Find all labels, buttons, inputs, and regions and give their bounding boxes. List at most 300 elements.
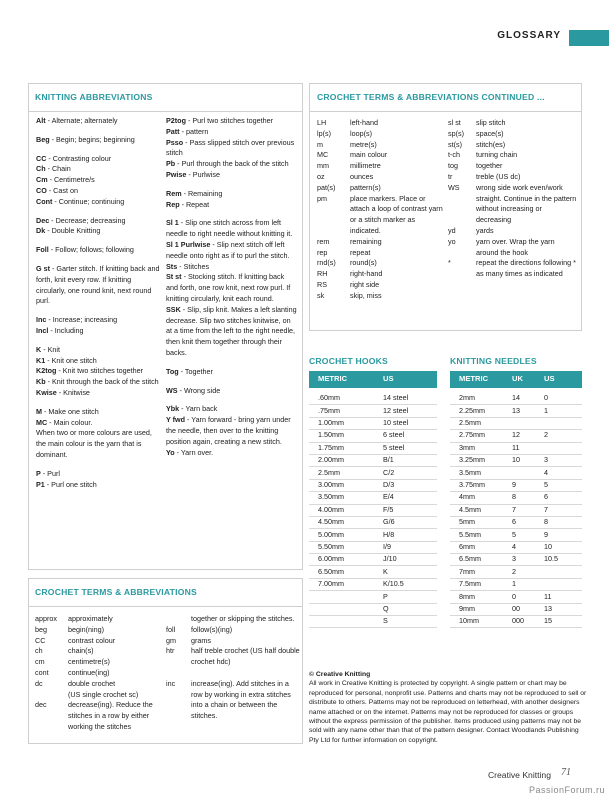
abbreviation-term: Cont xyxy=(36,196,53,206)
term-definition: round(s) xyxy=(350,258,377,268)
term-abbreviation: rep xyxy=(317,247,328,257)
table-cell: 6 steel xyxy=(383,430,405,440)
table-cell: K xyxy=(383,566,388,576)
table-cell: 9 xyxy=(512,480,516,490)
abbreviation-entry xyxy=(166,170,298,181)
abbreviation-entry xyxy=(166,305,298,359)
term-row xyxy=(35,625,163,636)
table-cell: 12 steel xyxy=(383,405,409,415)
table-cell: 3.5mm xyxy=(459,467,481,477)
table-cell: 3.00mm xyxy=(318,480,344,490)
table-cell: 8 xyxy=(512,492,516,502)
abbreviation-term: Sts xyxy=(166,261,178,271)
term-definition: pattern(s) xyxy=(350,182,381,192)
table-cell: 1.75mm xyxy=(318,442,344,452)
table-cell: 2mm xyxy=(459,393,475,403)
column-header: METRIC xyxy=(318,374,348,384)
abbreviation-entry xyxy=(36,164,161,175)
glossary-accent-tab xyxy=(569,30,609,46)
knitting-left-column xyxy=(36,116,161,490)
abbreviation-entry xyxy=(36,480,161,491)
table-cell: J/10 xyxy=(383,554,397,564)
abbreviation-entry xyxy=(36,154,161,165)
term-row xyxy=(35,646,163,657)
term-definition: repeat the directions following * as many times as indicated xyxy=(476,258,576,279)
spacer xyxy=(166,378,298,386)
table-cell: 4.50mm xyxy=(318,517,344,527)
knitting-needles-table xyxy=(450,371,582,628)
table-cell: 13 xyxy=(512,405,520,415)
table-row xyxy=(309,492,437,504)
abbreviation-term: Dk xyxy=(36,226,46,236)
table-cell: 4mm xyxy=(459,492,475,502)
crochet-terms-title: CROCHET TERMS & ABBREVIATIONS xyxy=(35,587,197,597)
table-cell: 8 xyxy=(544,517,548,527)
term-definition: millimetre xyxy=(350,161,381,171)
abbreviation-term: Sl 1 Purlwise xyxy=(166,239,211,249)
column-header: METRIC xyxy=(459,374,489,384)
term-definition: space(s) xyxy=(476,128,504,138)
table-cell: 2.5mm xyxy=(459,418,481,428)
table-cell: 00 xyxy=(512,603,520,613)
term-abbreviation: LH xyxy=(317,118,327,127)
spacer xyxy=(36,337,161,345)
table-row xyxy=(450,591,582,603)
table-row xyxy=(309,405,437,417)
term-definition: continue(ing) xyxy=(68,667,110,677)
crochet-continued-left-column xyxy=(317,118,443,302)
term-row xyxy=(317,258,443,269)
abbreviation-entry xyxy=(36,226,161,237)
table-row xyxy=(450,467,582,479)
abbreviation-definition: - Repeat xyxy=(179,199,210,209)
watermark: PassionForum.ru xyxy=(528,785,605,795)
abbreviation-definition: - Purl one stitch xyxy=(44,479,97,489)
table-cell: F/5 xyxy=(383,504,394,514)
abbreviation-definition: - Slip one stitch across from left needle to right needle without knitting it. xyxy=(166,218,293,239)
abbreviation-term: Incl xyxy=(36,325,49,335)
table-row xyxy=(309,517,437,529)
table-cell: 8mm xyxy=(459,591,475,601)
abbreviation-definition: - Including xyxy=(48,325,84,335)
term-row xyxy=(35,668,163,679)
table-row xyxy=(450,529,582,541)
abbreviation-definition: - Stocking stitch. If knitting back and forth, one row knit, next row purl. If knitting circularly, knit each round. xyxy=(166,272,291,303)
table-cell: 4 xyxy=(544,467,548,477)
term-row xyxy=(317,194,443,237)
term-abbreviation: sp(s) xyxy=(448,128,464,138)
spacer xyxy=(166,359,298,367)
abbreviation-entry xyxy=(166,272,298,304)
table-row xyxy=(450,418,582,430)
term-row xyxy=(317,183,443,194)
term-definition: right side xyxy=(350,279,380,289)
table-cell: 3mm xyxy=(459,442,475,452)
abbreviation-definition: - Begin; begins; beginning xyxy=(49,134,135,144)
term-abbreviation: inc xyxy=(166,678,176,688)
abbreviation-term: St st xyxy=(166,272,182,282)
table-row xyxy=(309,591,437,603)
abbreviation-term: K xyxy=(36,344,42,354)
abbreviation-definition: - pattern xyxy=(179,126,209,136)
abbreviation-definition: - Cast on xyxy=(46,185,78,195)
abbreviation-entry xyxy=(36,366,161,377)
table-row xyxy=(450,566,582,578)
abbreviation-definition: - Together xyxy=(178,366,213,376)
term-abbreviation: m xyxy=(317,139,323,149)
term-definition xyxy=(191,668,300,679)
table-cell: 7 xyxy=(544,504,548,514)
abbreviation-definition: - Centimetre/s xyxy=(47,175,95,185)
box-divider xyxy=(29,606,302,607)
table-row xyxy=(450,505,582,517)
abbreviation-definition: - Pass slipped stitch over previous stitch xyxy=(166,137,295,158)
table-cell: 2 xyxy=(544,430,548,440)
crochet-hooks-table xyxy=(309,371,437,628)
abbreviation-definition: - Yarn forward - bring yarn under the needle, then over to the knitting position again, creating a new stitch. xyxy=(166,415,291,446)
abbreviation-definition: - Slip next stitch off left needle onto right as if to purl the stitch. xyxy=(166,239,290,260)
term-definition: together xyxy=(476,161,503,171)
term-abbreviation: dec xyxy=(35,700,47,710)
term-abbreviation: WS xyxy=(448,182,460,192)
term-definition: metre(s) xyxy=(350,139,377,149)
term-abbreviation: dc xyxy=(35,678,43,688)
term-definition: remaining xyxy=(350,236,382,246)
term-row xyxy=(448,140,578,151)
abbreviation-term: Beg xyxy=(36,134,50,144)
abbreviation-definition: - Chain xyxy=(45,164,71,174)
table-cell: 3.75mm xyxy=(459,480,485,490)
abbreviation-definition: - Purl through the back of the stitch xyxy=(175,159,289,169)
table-cell: G/6 xyxy=(383,517,395,527)
abbreviation-entry xyxy=(166,218,298,240)
term-row xyxy=(166,636,300,647)
table-cell: 6mm xyxy=(459,541,475,551)
magazine-name: Creative Knitting xyxy=(487,770,551,780)
table-cell: 1.50mm xyxy=(318,430,344,440)
abbreviation-definition: - Purl two stitches together xyxy=(185,116,274,125)
table-cell: 6 xyxy=(544,492,548,502)
table-cell: E/4 xyxy=(383,492,394,502)
term-definition: slip stitch xyxy=(476,118,506,127)
abbreviation-definition: - Remaining xyxy=(181,188,223,198)
term-row xyxy=(166,614,300,625)
table-row xyxy=(309,554,437,566)
term-abbreviation: beg xyxy=(35,624,47,634)
abbreviation-term: Foll xyxy=(36,245,49,255)
term-definition: chain(s) xyxy=(68,646,94,656)
table-row xyxy=(450,492,582,504)
table-row xyxy=(309,604,437,616)
table-cell: 000 xyxy=(512,616,524,626)
term-definition: yards xyxy=(476,225,494,235)
table-cell: 0 xyxy=(544,393,548,403)
term-abbreviation xyxy=(166,614,191,625)
table-cell: .60mm xyxy=(318,393,340,403)
table-row xyxy=(309,505,437,517)
abbreviation-entry xyxy=(36,345,161,356)
crochet-left-column xyxy=(35,614,163,733)
table-cell: 13 xyxy=(544,603,552,613)
term-abbreviation: yo xyxy=(448,236,456,246)
spacer xyxy=(36,146,161,154)
term-definition: stitch(es) xyxy=(476,139,506,149)
table-cell: C/2 xyxy=(383,467,395,477)
table-cell: 6 xyxy=(512,517,516,527)
abbreviation-entry xyxy=(36,356,161,367)
abbreviation-entry xyxy=(36,186,161,197)
term-abbreviation xyxy=(35,690,68,701)
table-row xyxy=(309,443,437,455)
table-cell: 11 xyxy=(512,442,520,452)
term-abbreviation: RH xyxy=(317,269,328,279)
term-row xyxy=(448,258,578,280)
abbreviation-entry xyxy=(166,116,298,127)
table-cell: 7.00mm xyxy=(318,579,344,589)
term-definition: (US single crochet sc) xyxy=(68,689,139,699)
abbreviation-term: MC xyxy=(36,417,48,427)
table-cell: 6.00mm xyxy=(318,554,344,564)
table-cell: 3 xyxy=(544,455,548,465)
table-row xyxy=(450,393,582,405)
abbreviation-entry xyxy=(166,448,298,459)
term-row xyxy=(317,248,443,259)
table-row xyxy=(450,480,582,492)
table-cell: 12 xyxy=(512,430,520,440)
table-row xyxy=(450,579,582,591)
table-row xyxy=(450,405,582,417)
abbreviation-term: G st xyxy=(36,263,50,273)
term-abbreviation: rem xyxy=(317,236,330,246)
table-cell: 9mm xyxy=(459,603,475,613)
term-abbreviation: tog xyxy=(448,161,458,171)
term-row xyxy=(166,646,300,668)
term-abbreviation: yd xyxy=(448,225,456,235)
table-cell: 0 xyxy=(512,591,516,601)
table-row xyxy=(309,566,437,578)
crochet-hooks-title: CROCHET HOOKS xyxy=(309,356,388,366)
term-row xyxy=(448,183,578,226)
term-row xyxy=(35,690,163,701)
term-row xyxy=(35,636,163,647)
term-row xyxy=(317,140,443,151)
spacer xyxy=(166,396,298,404)
knitting-needles-title: KNITTING NEEDLES xyxy=(450,356,537,366)
term-abbreviation: CC xyxy=(35,635,46,645)
table-cell: 10 xyxy=(544,541,552,551)
term-row xyxy=(317,280,443,291)
table-row xyxy=(450,554,582,566)
table-row xyxy=(309,542,437,554)
abbreviation-term: Ybk xyxy=(166,404,180,414)
table-cell: 2.75mm xyxy=(459,430,485,440)
term-abbreviation: htr xyxy=(166,646,175,656)
abbreviation-entry xyxy=(36,407,161,418)
crochet-continued-right-column xyxy=(448,118,578,280)
knitting-abbreviations-title: KNITTING ABBREVIATIONS xyxy=(35,92,153,102)
spacer xyxy=(36,461,161,469)
copyright-title: © Creative Knitting xyxy=(309,671,371,678)
term-row xyxy=(166,625,300,636)
abbreviation-definition: - Contrasting colour xyxy=(46,153,112,163)
table-row xyxy=(450,616,582,628)
term-definition: left-hand xyxy=(350,118,378,127)
table-cell: 7 xyxy=(512,504,516,514)
table-cell: D/3 xyxy=(383,480,395,490)
term-definition: yarn over. Wrap the yarn around the hook xyxy=(476,236,555,257)
abbreviation-entry xyxy=(166,159,298,170)
term-row xyxy=(448,226,578,237)
column-header: US xyxy=(544,374,555,384)
abbreviation-term: Inc xyxy=(36,315,47,325)
abbreviation-entry xyxy=(166,415,298,447)
term-row xyxy=(448,118,578,129)
abbreviation-definition: - Knit one stitch xyxy=(45,355,97,365)
abbreviation-entry xyxy=(166,404,298,415)
abbreviation-entry xyxy=(166,200,298,211)
term-definition: repeat xyxy=(350,247,371,257)
table-cell: 3.50mm xyxy=(318,492,344,502)
term-definition: together or skipping the stitches. xyxy=(191,614,295,623)
spacer xyxy=(36,307,161,315)
term-abbreviation: mm xyxy=(317,161,329,171)
term-row xyxy=(35,679,163,690)
term-row xyxy=(317,269,443,280)
table-row xyxy=(309,480,437,492)
term-abbreviation: rnd(s) xyxy=(317,258,336,268)
table-header xyxy=(309,371,437,388)
abbreviation-definition: - Garter stitch. If knitting back and forth, knit every row. If knitting circularly, one round knit, next round purl. xyxy=(36,263,160,306)
term-abbreviation: approx xyxy=(35,614,57,623)
abbreviation-term: P1 xyxy=(36,479,45,489)
table-cell: 15 xyxy=(544,616,552,626)
abbreviation-definition: - Stitches xyxy=(177,261,210,271)
abbreviation-entry xyxy=(166,138,298,160)
spacer xyxy=(36,256,161,264)
term-definition: contrast colour xyxy=(68,635,116,645)
abbreviation-definition: - Knit through the back of the stitch xyxy=(45,377,159,387)
abbreviation-entry xyxy=(36,428,161,460)
abbreviation-entry xyxy=(166,240,298,262)
abbreviation-definition: - Slip, slip knit. Makes a left slanting decrease. Slip two stitches knitwise, on at a time from the left to the right needle, then knit them together through their backs. xyxy=(166,304,297,357)
term-row xyxy=(317,129,443,140)
abbreviation-definition: - Main colour. xyxy=(47,417,93,427)
abbreviation-entry xyxy=(36,116,161,127)
abbreviation-entry xyxy=(166,127,298,138)
term-abbreviation: ch xyxy=(35,646,43,656)
abbreviation-term: Y fwd xyxy=(166,415,186,425)
term-row xyxy=(317,150,443,161)
spacer xyxy=(166,210,298,218)
abbreviation-definition: - Increase; increasing xyxy=(46,315,118,325)
term-definition: approximately xyxy=(68,614,113,623)
table-cell: 4.5mm xyxy=(459,504,481,514)
table-cell: I/9 xyxy=(383,541,391,551)
table-cell: Q xyxy=(383,603,389,613)
abbreviation-term: Dec xyxy=(36,215,50,225)
table-row xyxy=(450,517,582,529)
table-cell: 2.5mm xyxy=(318,467,340,477)
abbreviation-term: Cm xyxy=(36,175,48,185)
table-cell: 11 xyxy=(544,591,552,601)
abbreviation-term: P xyxy=(36,468,41,478)
abbreviation-entry xyxy=(166,262,298,273)
term-definition: follow(s)(ing) xyxy=(191,624,233,634)
abbreviation-term: SSK xyxy=(166,304,181,314)
abbreviation-entry xyxy=(36,418,161,429)
abbreviation-entry xyxy=(36,326,161,337)
abbreviation-definition: - Decrease; decreasing xyxy=(49,215,126,225)
abbreviation-term: K2tog xyxy=(36,366,57,376)
term-abbreviation: foll xyxy=(166,624,176,634)
term-abbreviation: t-ch xyxy=(448,150,460,160)
table-cell: 7.5mm xyxy=(459,579,481,589)
copyright-text: All work in Creative Knitting is protected by copyright. A single pattern or chart may be reproduced for personal, nonprofit use. Patterns and charts may not be reproduced to sell or distribute to others. Patterns may not be reproduced on letterhead, with another designers name attached or on the internet. Patterns may not be reproduced for classes or groups without the express permission of the publisher. Items produced using patterns may not be sold with any name other than that of the pattern designer. Contact Woodlands Publishing Pty Ltd for further information on copyright. xyxy=(309,680,587,744)
table-header xyxy=(450,371,582,388)
abbreviation-definition: - Continue; continuing xyxy=(52,196,125,206)
term-definition: double crochet xyxy=(68,678,116,688)
term-row xyxy=(448,237,578,259)
table-cell: 7mm xyxy=(459,566,475,576)
table-cell: 6.50mm xyxy=(318,566,344,576)
crochet-terms-box xyxy=(28,578,303,744)
table-row xyxy=(450,443,582,455)
knitting-right-column xyxy=(166,116,298,458)
abbreviation-definition: - Purl xyxy=(40,468,60,478)
term-definition: place markers. Place or attach a loop of contrast yarn or a stitch marker as indicated. xyxy=(350,193,443,235)
table-cell: 5.00mm xyxy=(318,529,344,539)
abbreviation-term: WS xyxy=(166,385,178,395)
term-abbreviation: sl st xyxy=(448,118,461,127)
abbreviation-definition: - Double Knitting xyxy=(45,226,101,236)
term-abbreviation: st(s) xyxy=(448,139,462,149)
term-definition: right-hand xyxy=(350,269,383,279)
knitting-abbreviations-box xyxy=(28,83,303,570)
abbreviation-term: Pwise xyxy=(166,169,187,179)
term-abbreviation: sk xyxy=(317,290,325,300)
term-row xyxy=(448,161,578,172)
abbreviation-definition: - Knitwise xyxy=(56,387,90,397)
table-row xyxy=(309,529,437,541)
table-row xyxy=(309,616,437,628)
term-definition: treble (US dc) xyxy=(476,171,521,181)
abbreviation-definition: - Alternate; alternately xyxy=(45,116,118,125)
table-row xyxy=(309,430,437,442)
spacer xyxy=(36,208,161,216)
spacer xyxy=(166,181,298,189)
table-cell: 10 xyxy=(512,455,520,465)
abbreviation-term: Ch xyxy=(36,164,46,174)
table-cell: 2 xyxy=(512,566,516,576)
crochet-right-column xyxy=(166,614,300,722)
abbreviation-term: Kb xyxy=(36,377,46,387)
abbreviation-term: Sl 1 xyxy=(166,218,179,228)
term-row xyxy=(166,668,300,679)
spacer xyxy=(36,399,161,407)
term-definition: main colour xyxy=(350,150,388,160)
abbreviation-entry xyxy=(36,135,161,146)
table-cell: 2.25mm xyxy=(459,405,485,415)
abbreviation-definition: - Yarn over. xyxy=(174,447,214,457)
table-row xyxy=(450,430,582,442)
term-row xyxy=(35,700,163,732)
term-abbreviation: gm xyxy=(166,635,176,645)
term-abbreviation: MC xyxy=(317,150,329,160)
copyright-notice xyxy=(309,670,589,745)
abbreviation-term: P2tog xyxy=(166,116,186,125)
box-divider xyxy=(310,111,581,112)
abbreviation-definition: - Make one stitch xyxy=(42,406,99,416)
